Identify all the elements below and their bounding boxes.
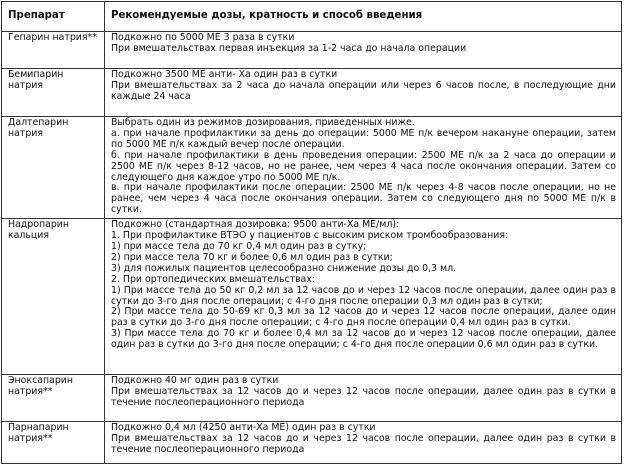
- dosage-line: При вмешательствах за 12 часов до и через 12 часов после операции, далее один раз в сутки в течение послеоперационного периода: [111, 433, 616, 455]
- drug-name: Далтепарин натрия: [2, 117, 105, 219]
- dosage-line: Подкожно 3500 МЕ анти- Ха один раз в сутки: [111, 69, 338, 80]
- dosage-line: Подкожно 0,4 мл (4250 анти-Ха МЕ) один раз в сутки: [111, 422, 376, 434]
- dosage-line: 2. При ортопедических вмешательствах:: [111, 273, 316, 285]
- table-row: [2, 117, 622, 219]
- dosage-line: При вмешательствах первая инъекция за 1-2 часа до начала операции: [111, 42, 467, 54]
- drug-name: Эноксапарин натрия**: [2, 375, 105, 422]
- dosage-line: в. при начале профилактики после операции: 2500 МЕ п/к через 4-8 часов после операции, но не ранее, чем через 4 часа после окончания операции. Затем со следующего дня по 5000 МЕ п/к в сутки.: [111, 182, 616, 216]
- dosage-table: [1, 1, 622, 464]
- drug-name: Парнапарин натрия**: [2, 422, 105, 464]
- dosage-line: 3) При массе тела до 70 кг и более 0,4 мл за 12 часов до и через 12 часов после операции, далее один раз в сутки до 3-го дня после операции; с 4-го дня после операции 0,6 мл один раз в сутки.: [111, 328, 616, 351]
- dosage-line: б. при начале профилактики в день проведения операции: 2500 МЕ п/к за 2 часа до операции и 2500 МЕ п/к через 8-12 часов, но не ранее, чем через 4 часа после окончания операции. Затем со следующего дня каждое утро по 5000 МЕ п/к.: [111, 149, 616, 183]
- drug-name: Гепарин натрия**: [2, 32, 105, 69]
- dosage-line: Выбрать один из режимов дозирования, приведенных ниже.: [111, 117, 415, 128]
- dosage-cell: [105, 219, 622, 375]
- dosage-line: 3) для пожилых пациентов целесообразно снижение дозы до 0,3 мл.: [111, 262, 457, 274]
- table-row: [2, 219, 622, 375]
- dosage-line: 2) При массе тела до 50-69 кг 0,3 мл за 12 часов до и через 12 часов после операции, далее один раз в сутки до 3-го дня после операции; с 4-го дня после операции 0,4 мл один раз в сутки.: [111, 306, 616, 329]
- table-row: [2, 375, 622, 422]
- dosage-line: Подкожно 40 мг один раз в сутки: [111, 375, 279, 387]
- dosage-line: 1) При массе тела до 50 кг 0,2 мл за 12 часов до и через 12 часов после операции, далее один раз в сутки до 3-го дня после операции; с 4-го дня после операции 0,3 мл один раз в сутки;: [111, 284, 616, 307]
- dosage-cell: [105, 117, 622, 219]
- table-row: [2, 69, 622, 117]
- dosage-line: Подкожно (стандартная дозировка: 9500 анти-Ха МЕ/мл):: [111, 219, 400, 231]
- dosage-cell: [105, 422, 622, 464]
- table-row: [2, 422, 622, 464]
- dosage-line: При вмешательствах за 2 часа до начала операции или через 6 часов после, в последующие дни каждые 24 часа: [111, 79, 616, 102]
- dosage-cell: [105, 69, 622, 117]
- drug-name: Надропарин кальция: [2, 219, 105, 375]
- dosage-line: а. при начале профилактики за день до операции: 5000 МЕ п/к вечером накануне операции, затем по 5000 МЕ п/к каждый вечер после операции.: [111, 127, 616, 150]
- drug-name: Бемипарин натрия: [2, 69, 105, 117]
- dosage-cell: [105, 32, 622, 69]
- dosage-line: При вмешательствах за 12 часов до и через 12 часов после операции, далее один раз в сутки в течение послеоперационного периода: [111, 386, 616, 408]
- header-drug: Препарат: [2, 2, 105, 32]
- table-header: [2, 2, 622, 32]
- dosage-line: 1) при массе тела до 70 кг 0,4 мл один раз в сутку;: [111, 240, 367, 252]
- table-row: [2, 32, 622, 69]
- header-row: [2, 2, 622, 32]
- dosage-line: 1. При профилактике ВТЭО у пациентов с высоким риском тромбообразования:: [111, 230, 509, 242]
- dosage-line: 2) при массе тела 70 кг и более 0,6 мл один раз в сутки;: [111, 251, 393, 263]
- header-dosage: Рекомендуемые дозы, кратность и способ введения: [105, 2, 622, 32]
- dosage-line: Подкожно по 5000 МЕ 3 раза в сутки: [111, 32, 295, 43]
- dosage-cell: [105, 375, 622, 422]
